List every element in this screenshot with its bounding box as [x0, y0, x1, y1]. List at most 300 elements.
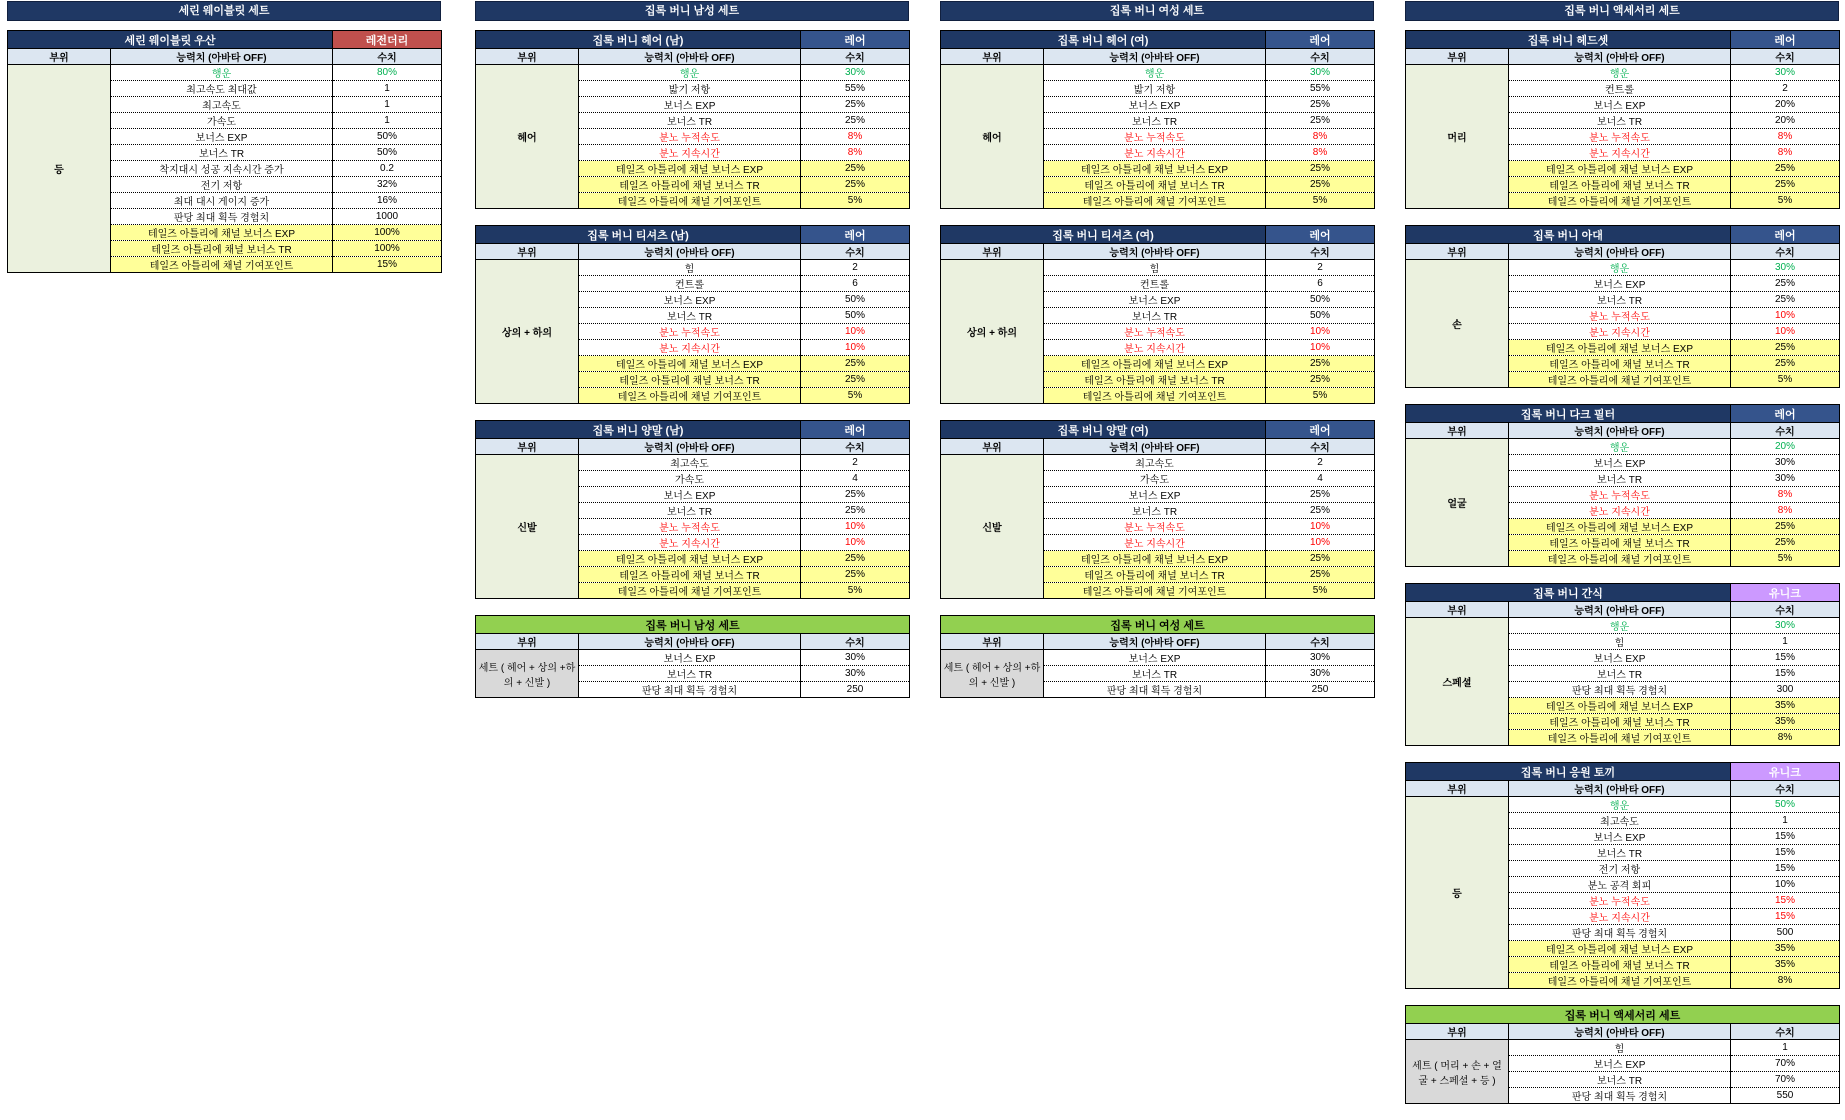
stat-value-cell: 300	[1731, 682, 1840, 698]
item-stat-table	[7, 30, 442, 273]
stat-name-cell: 보너스 EXP	[579, 292, 801, 308]
stat-name-cell: 테일즈 아틀리에 채널 보너스 EXP	[1044, 551, 1266, 567]
stat-name-cell: 테일즈 아틀리에 채널 보너스 TR	[579, 567, 801, 583]
stat-value-cell: 70%	[1731, 1072, 1840, 1088]
stat-value-cell: 8%	[1731, 487, 1840, 503]
stat-name-cell: 테일즈 아틀리에 채널 기여포인트	[579, 193, 801, 209]
stat-value-cell: 1	[1731, 634, 1840, 650]
stat-row	[941, 455, 1375, 471]
rarity-badge: 유니크	[1731, 763, 1840, 781]
rarity-badge: 레어	[1266, 421, 1375, 439]
table-title: 집록 버니 양말 (여)	[941, 421, 1266, 439]
column-header-stat: 능력치 (아바타 OFF)	[1509, 781, 1731, 797]
column-header-part: 부위	[1406, 244, 1509, 260]
column-header-stat: 능력치 (아바타 OFF)	[1044, 49, 1266, 65]
item-stat-table	[1405, 225, 1840, 388]
stat-name-cell: 힘	[1509, 1040, 1731, 1056]
stat-value-cell: 10%	[1731, 324, 1840, 340]
stat-name-cell: 전기 저항	[1509, 861, 1731, 877]
stat-name-cell: 분노 누적속도	[1044, 519, 1266, 535]
set-banner: 세린 웨이블릿 세트	[7, 1, 441, 21]
item-stat-table	[475, 225, 910, 404]
stat-name-cell: 테일즈 아틀리에 채널 보너스 EXP	[1044, 356, 1266, 372]
column-header-value: 수치	[1266, 244, 1375, 260]
stat-name-cell: 행운	[1044, 65, 1266, 81]
stat-name-cell: 테일즈 아틀리에 채널 보너스 EXP	[1509, 161, 1731, 177]
column-header-part: 부위	[941, 244, 1044, 260]
stat-name-cell: 테일즈 아틀리에 채널 보너스 TR	[1044, 567, 1266, 583]
rarity-badge: 레전더리	[333, 31, 442, 49]
set-banner: 집록 버니 여성 세트	[940, 1, 1374, 21]
column-header-value: 수치	[801, 634, 910, 650]
column-header-value: 수치	[801, 49, 910, 65]
part-cell: 얼굴	[1406, 439, 1509, 567]
stat-name-cell: 보너스 TR	[1509, 845, 1731, 861]
column-header-stat: 능력치 (아바타 OFF)	[579, 439, 801, 455]
stat-row	[1406, 439, 1840, 455]
column-header-stat: 능력치 (아바타 OFF)	[1044, 439, 1266, 455]
stat-value-cell: 25%	[1266, 503, 1375, 519]
stat-name-cell: 최고속도 최대값	[111, 81, 333, 97]
table-title: 집록 버니 남성 세트	[476, 616, 910, 634]
item-stat-table	[1405, 404, 1840, 567]
stat-name-cell: 테일즈 아틀리에 채널 보너스 TR	[111, 241, 333, 257]
stat-name-cell: 보너스 EXP	[111, 129, 333, 145]
column-header-stat: 능력치 (아바타 OFF)	[1509, 602, 1731, 618]
stat-value-cell: 30%	[1731, 65, 1840, 81]
stat-name-cell: 테일즈 아틀리에 채널 기여포인트	[1509, 973, 1731, 989]
stat-row	[8, 65, 442, 81]
stat-value-cell: 20%	[1731, 97, 1840, 113]
stat-value-cell: 2	[801, 455, 910, 471]
stat-name-cell: 분노 누적속도	[1509, 308, 1731, 324]
stat-name-cell: 테일즈 아틀리에 채널 보너스 TR	[1509, 356, 1731, 372]
rarity-badge: 레어	[801, 226, 910, 244]
stat-value-cell: 30%	[1731, 455, 1840, 471]
set-column	[475, 1, 909, 714]
table-title: 집록 버니 헤어 (여)	[941, 31, 1266, 49]
stat-name-cell: 판당 최대 획득 경험치	[1509, 1088, 1731, 1104]
stat-name-cell: 판당 최대 획득 경험치	[1044, 682, 1266, 698]
set-banner: 집록 버니 남성 세트	[475, 1, 909, 21]
stat-value-cell: 25%	[801, 97, 910, 113]
stat-value-cell: 1	[333, 97, 442, 113]
stat-value-cell: 5%	[1266, 193, 1375, 209]
stat-name-cell: 분노 누적속도	[1044, 324, 1266, 340]
stat-name-cell: 분노 지속시간	[1044, 145, 1266, 161]
stat-value-cell: 10%	[801, 519, 910, 535]
stat-row	[1406, 618, 1840, 634]
stat-name-cell: 보너스 EXP	[1044, 650, 1266, 666]
stat-value-cell: 50%	[1731, 797, 1840, 813]
column-header-part: 부위	[941, 49, 1044, 65]
stat-value-cell: 25%	[801, 372, 910, 388]
stat-value-cell: 15%	[1731, 650, 1840, 666]
stat-value-cell: 15%	[1731, 845, 1840, 861]
stat-value-cell: 15%	[1731, 861, 1840, 877]
stat-value-cell: 35%	[1731, 698, 1840, 714]
stat-name-cell: 행운	[1509, 65, 1731, 81]
stat-name-cell: 최고속도	[579, 455, 801, 471]
stat-row	[1406, 65, 1840, 81]
column-header-value: 수치	[1266, 634, 1375, 650]
stat-value-cell: 5%	[1731, 551, 1840, 567]
stat-name-cell: 가속도	[111, 113, 333, 129]
stat-row	[476, 650, 910, 666]
stat-value-cell: 1	[333, 81, 442, 97]
stat-value-cell: 25%	[1731, 161, 1840, 177]
stat-value-cell: 250	[1266, 682, 1375, 698]
stat-row	[1406, 1040, 1840, 1056]
stat-value-cell: 25%	[1266, 97, 1375, 113]
stat-name-cell: 분노 지속시간	[579, 535, 801, 551]
column-header-stat: 능력치 (아바타 OFF)	[1509, 244, 1731, 260]
stat-value-cell: 10%	[1266, 340, 1375, 356]
stat-value-cell: 8%	[1731, 503, 1840, 519]
stat-name-cell: 테일즈 아틀리에 채널 보너스 EXP	[579, 161, 801, 177]
stat-name-cell: 힘	[1509, 634, 1731, 650]
stat-name-cell: 보너스 TR	[1509, 113, 1731, 129]
stat-value-cell: 25%	[801, 487, 910, 503]
stat-value-cell: 55%	[801, 81, 910, 97]
stat-row	[476, 260, 910, 276]
stat-name-cell: 테일즈 아틀리에 채널 보너스 TR	[1509, 177, 1731, 193]
rarity-badge: 레어	[1266, 226, 1375, 244]
column-header-value: 수치	[1731, 49, 1840, 65]
stat-row	[1406, 797, 1840, 813]
stat-value-cell: 5%	[1731, 193, 1840, 209]
stat-name-cell: 보너스 EXP	[579, 487, 801, 503]
stat-name-cell: 분노 누적속도	[579, 129, 801, 145]
set-banner: 집록 버니 액세서리 세트	[1405, 1, 1839, 21]
rarity-badge: 레어	[801, 31, 910, 49]
column-header-stat: 능력치 (아바타 OFF)	[1509, 423, 1731, 439]
part-cell: 상의 + 하의	[941, 260, 1044, 404]
column-header-stat: 능력치 (아바타 OFF)	[111, 49, 333, 65]
stat-row	[1406, 260, 1840, 276]
stat-value-cell: 15%	[333, 257, 442, 273]
stat-name-cell: 보너스 TR	[111, 145, 333, 161]
stat-value-cell: 50%	[333, 129, 442, 145]
stat-name-cell: 가속도	[579, 471, 801, 487]
column-header-value: 수치	[1731, 781, 1840, 797]
stat-name-cell: 테일즈 아틀리에 채널 기여포인트	[1044, 388, 1266, 404]
column-header-part: 부위	[941, 439, 1044, 455]
stat-name-cell: 가속도	[1044, 471, 1266, 487]
stat-value-cell: 25%	[801, 551, 910, 567]
stat-name-cell: 테일즈 아틀리에 채널 보너스 EXP	[1509, 519, 1731, 535]
stat-name-cell: 착지대시 성공 지속시간 증가	[111, 161, 333, 177]
stat-row	[941, 260, 1375, 276]
stat-value-cell: 25%	[801, 161, 910, 177]
column-header-stat: 능력치 (아바타 OFF)	[579, 634, 801, 650]
rarity-badge: 유니크	[1731, 584, 1840, 602]
stat-value-cell: 15%	[1731, 893, 1840, 909]
stat-value-cell: 10%	[801, 324, 910, 340]
stat-value-cell: 15%	[1731, 829, 1840, 845]
stat-name-cell: 보너스 EXP	[1044, 97, 1266, 113]
stat-name-cell: 분노 지속시간	[1044, 535, 1266, 551]
stat-name-cell: 보너스 EXP	[1509, 455, 1731, 471]
stat-name-cell: 보너스 TR	[1509, 471, 1731, 487]
stat-name-cell: 보너스 TR	[1044, 666, 1266, 682]
stat-name-cell: 최고속도	[1509, 813, 1731, 829]
stat-name-cell: 행운	[1509, 618, 1731, 634]
item-stat-table	[1405, 30, 1840, 209]
stat-name-cell: 분노 지속시간	[1509, 503, 1731, 519]
stat-value-cell: 35%	[1731, 957, 1840, 973]
stat-name-cell: 판당 최대 획득 경험치	[1509, 925, 1731, 941]
stat-value-cell: 8%	[801, 145, 910, 161]
stat-name-cell: 최고속도	[1044, 455, 1266, 471]
table-title: 집록 버니 헤어 (남)	[476, 31, 801, 49]
item-stat-table	[940, 30, 1375, 209]
stat-name-cell: 보너스 TR	[1509, 1072, 1731, 1088]
stat-value-cell: 8%	[1266, 145, 1375, 161]
column-header-value: 수치	[1266, 49, 1375, 65]
stat-value-cell: 30%	[801, 650, 910, 666]
set-column	[7, 1, 441, 289]
stat-value-cell: 2	[1731, 81, 1840, 97]
stat-name-cell: 힘	[579, 260, 801, 276]
table-title: 집록 버니 티셔츠 (여)	[941, 226, 1266, 244]
stat-value-cell: 30%	[1731, 618, 1840, 634]
column-header-stat: 능력치 (아바타 OFF)	[1509, 49, 1731, 65]
stat-value-cell: 15%	[1731, 666, 1840, 682]
stat-name-cell: 보너스 EXP	[1509, 1056, 1731, 1072]
stat-value-cell: 25%	[1266, 161, 1375, 177]
stat-name-cell: 테일즈 아틀리에 채널 보너스 EXP	[1509, 340, 1731, 356]
stat-value-cell: 4	[801, 471, 910, 487]
set-column	[940, 1, 1374, 714]
stat-name-cell: 테일즈 아틀리에 채널 기여포인트	[1509, 193, 1731, 209]
column-header-part: 부위	[476, 49, 579, 65]
table-title: 집록 버니 액세서리 세트	[1406, 1006, 1840, 1024]
table-title: 집록 버니 다크 필터	[1406, 405, 1731, 423]
stat-value-cell: 550	[1731, 1088, 1840, 1104]
stat-value-cell: 10%	[801, 535, 910, 551]
stat-name-cell: 판당 최대 획득 경험치	[579, 682, 801, 698]
stat-value-cell: 100%	[333, 241, 442, 257]
stat-name-cell: 테일즈 아틀리에 채널 보너스 TR	[1044, 177, 1266, 193]
column-header-stat: 능력치 (아바타 OFF)	[579, 244, 801, 260]
stat-name-cell: 최고속도	[111, 97, 333, 113]
stat-name-cell: 테일즈 아틀리에 채널 기여포인트	[1509, 551, 1731, 567]
stat-name-cell: 보너스 EXP	[579, 650, 801, 666]
stat-name-cell: 분노 지속시간	[1509, 324, 1731, 340]
stat-value-cell: 4	[1266, 471, 1375, 487]
column-header-value: 수치	[801, 439, 910, 455]
stat-name-cell: 컨트롤	[1044, 276, 1266, 292]
stat-value-cell: 25%	[801, 113, 910, 129]
stat-name-cell: 보너스 TR	[579, 503, 801, 519]
stat-value-cell: 55%	[1266, 81, 1375, 97]
table-title: 집록 버니 헤드셋	[1406, 31, 1731, 49]
part-cell: 헤어	[476, 65, 579, 209]
stat-value-cell: 2	[1266, 455, 1375, 471]
column-header-value: 수치	[1731, 602, 1840, 618]
stat-value-cell: 1	[333, 113, 442, 129]
stat-name-cell: 판당 최대 획득 경험치	[1509, 682, 1731, 698]
stat-name-cell: 분노 누적속도	[1044, 129, 1266, 145]
column-header-stat: 능력치 (아바타 OFF)	[1044, 634, 1266, 650]
column-header-part: 부위	[1406, 602, 1509, 618]
stat-name-cell: 전기 저항	[111, 177, 333, 193]
stat-name-cell: 보너스 TR	[1044, 308, 1266, 324]
item-stat-table	[1405, 1005, 1840, 1104]
stat-name-cell: 테일즈 아틀리에 채널 보너스 EXP	[111, 225, 333, 241]
part-cell: 헤어	[941, 65, 1044, 209]
stat-name-cell: 보너스 EXP	[579, 97, 801, 113]
stat-name-cell: 테일즈 아틀리에 채널 보너스 TR	[579, 372, 801, 388]
stat-value-cell: 32%	[333, 177, 442, 193]
part-cell: 신발	[941, 455, 1044, 599]
stat-name-cell: 행운	[579, 65, 801, 81]
stat-value-cell: 30%	[1266, 666, 1375, 682]
stat-name-cell: 테일즈 아틀리에 채널 기여포인트	[1509, 372, 1731, 388]
stat-value-cell: 2	[1266, 260, 1375, 276]
part-cell: 신발	[476, 455, 579, 599]
stat-value-cell: 5%	[801, 388, 910, 404]
column-header-part: 부위	[8, 49, 111, 65]
rarity-badge: 레어	[801, 421, 910, 439]
stat-value-cell: 50%	[333, 145, 442, 161]
column-header-part: 부위	[476, 244, 579, 260]
column-header-part: 부위	[1406, 49, 1509, 65]
stat-value-cell: 5%	[1266, 388, 1375, 404]
part-cell: 손	[1406, 260, 1509, 388]
stat-name-cell: 보너스 TR	[1509, 666, 1731, 682]
rarity-badge: 레어	[1731, 31, 1840, 49]
stat-value-cell: 25%	[801, 356, 910, 372]
column-header-stat: 능력치 (아바타 OFF)	[579, 49, 801, 65]
stat-value-cell: 25%	[801, 503, 910, 519]
stat-name-cell: 분노 지속시간	[579, 145, 801, 161]
table-title: 집록 버니 여성 세트	[941, 616, 1375, 634]
stat-value-cell: 25%	[1266, 177, 1375, 193]
stat-name-cell: 보너스 EXP	[1509, 276, 1731, 292]
stat-name-cell: 컨트롤	[1509, 81, 1731, 97]
column-header-value: 수치	[1731, 244, 1840, 260]
stat-value-cell: 25%	[1266, 356, 1375, 372]
stat-name-cell: 밟기 저항	[579, 81, 801, 97]
stat-name-cell: 보너스 EXP	[1044, 487, 1266, 503]
stat-name-cell: 분노 누적속도	[579, 519, 801, 535]
stat-value-cell: 25%	[1266, 113, 1375, 129]
stat-value-cell: 25%	[1731, 276, 1840, 292]
stat-value-cell: 35%	[1731, 941, 1840, 957]
table-title: 집록 버니 응원 토끼	[1406, 763, 1731, 781]
stat-name-cell: 보너스 TR	[579, 666, 801, 682]
stat-value-cell: 0.2	[333, 161, 442, 177]
stat-value-cell: 30%	[1266, 650, 1375, 666]
stat-value-cell: 5%	[801, 193, 910, 209]
stat-value-cell: 25%	[1731, 177, 1840, 193]
part-cell: 등	[1406, 797, 1509, 989]
stat-name-cell: 테일즈 아틀리에 채널 보너스 EXP	[1509, 941, 1731, 957]
stat-value-cell: 30%	[1266, 65, 1375, 81]
stat-name-cell: 테일즈 아틀리에 채널 보너스 TR	[1509, 714, 1731, 730]
stat-name-cell: 분노 지속시간	[1044, 340, 1266, 356]
stat-value-cell: 25%	[1266, 567, 1375, 583]
part-cell: 세트 ( 헤어 + 상의 +하의 + 신발 )	[941, 650, 1044, 698]
stat-value-cell: 8%	[801, 129, 910, 145]
stat-name-cell: 보너스 EXP	[1509, 829, 1731, 845]
stat-value-cell: 10%	[1731, 877, 1840, 893]
stat-name-cell: 힘	[1044, 260, 1266, 276]
stat-value-cell: 6	[801, 276, 910, 292]
table-title: 집록 버니 간식	[1406, 584, 1731, 602]
stat-name-cell: 테일즈 아틀리에 채널 기여포인트	[579, 583, 801, 599]
column-header-value: 수치	[1731, 1024, 1840, 1040]
stat-name-cell: 최대 대시 게이지 증가	[111, 193, 333, 209]
column-header-part: 부위	[1406, 1024, 1509, 1040]
stat-value-cell: 20%	[1731, 439, 1840, 455]
stat-value-cell: 25%	[1731, 519, 1840, 535]
stat-name-cell: 행운	[111, 65, 333, 81]
stat-name-cell: 분노 누적속도	[1509, 487, 1731, 503]
stat-row	[476, 65, 910, 81]
stat-value-cell: 5%	[1731, 372, 1840, 388]
stat-value-cell: 10%	[801, 340, 910, 356]
stat-value-cell: 8%	[1731, 730, 1840, 746]
part-cell: 등	[8, 65, 111, 273]
column-header-stat: 능력치 (아바타 OFF)	[1044, 244, 1266, 260]
stat-name-cell: 분노 지속시간	[1509, 909, 1731, 925]
stat-value-cell: 250	[801, 682, 910, 698]
stat-name-cell: 분노 지속시간	[579, 340, 801, 356]
stat-value-cell: 50%	[1266, 292, 1375, 308]
stat-value-cell: 70%	[1731, 1056, 1840, 1072]
stat-name-cell: 테일즈 아틀리에 채널 보너스 EXP	[1509, 698, 1731, 714]
stat-name-cell: 분노 지속시간	[1509, 145, 1731, 161]
stat-name-cell: 보너스 TR	[1044, 113, 1266, 129]
stat-value-cell: 8%	[1731, 145, 1840, 161]
rarity-badge: 레어	[1731, 226, 1840, 244]
stat-value-cell: 30%	[1731, 260, 1840, 276]
column-header-part: 부위	[476, 439, 579, 455]
stat-name-cell: 컨트롤	[579, 276, 801, 292]
stat-value-cell: 8%	[1731, 973, 1840, 989]
stat-name-cell: 행운	[1509, 439, 1731, 455]
column-header-value: 수치	[333, 49, 442, 65]
stat-name-cell: 보너스 EXP	[1044, 292, 1266, 308]
stat-value-cell: 25%	[1266, 487, 1375, 503]
stat-value-cell: 2	[801, 260, 910, 276]
stat-name-cell: 테일즈 아틀리에 채널 기여포인트	[111, 257, 333, 273]
stat-value-cell: 25%	[801, 177, 910, 193]
stat-value-cell: 5%	[1266, 583, 1375, 599]
stat-value-cell: 25%	[1731, 292, 1840, 308]
stat-name-cell: 보너스 EXP	[1509, 650, 1731, 666]
stat-value-cell: 16%	[333, 193, 442, 209]
stat-value-cell: 25%	[1266, 372, 1375, 388]
stat-value-cell: 25%	[1731, 356, 1840, 372]
stat-row	[941, 650, 1375, 666]
stat-value-cell: 80%	[333, 65, 442, 81]
stat-row	[941, 65, 1375, 81]
item-stat-table	[475, 420, 910, 599]
column-header-stat: 능력치 (아바타 OFF)	[1509, 1024, 1731, 1040]
rarity-badge: 레어	[1266, 31, 1375, 49]
rarity-badge: 레어	[1731, 405, 1840, 423]
item-stat-table	[940, 420, 1375, 599]
stat-name-cell: 테일즈 아틀리에 채널 보너스 EXP	[1044, 161, 1266, 177]
part-cell: 세트 ( 머리 + 손 + 얼굴 + 스페셜 + 등 )	[1406, 1040, 1509, 1104]
item-stat-table	[475, 30, 910, 209]
part-cell: 상의 + 하의	[476, 260, 579, 404]
stat-value-cell: 10%	[1266, 324, 1375, 340]
